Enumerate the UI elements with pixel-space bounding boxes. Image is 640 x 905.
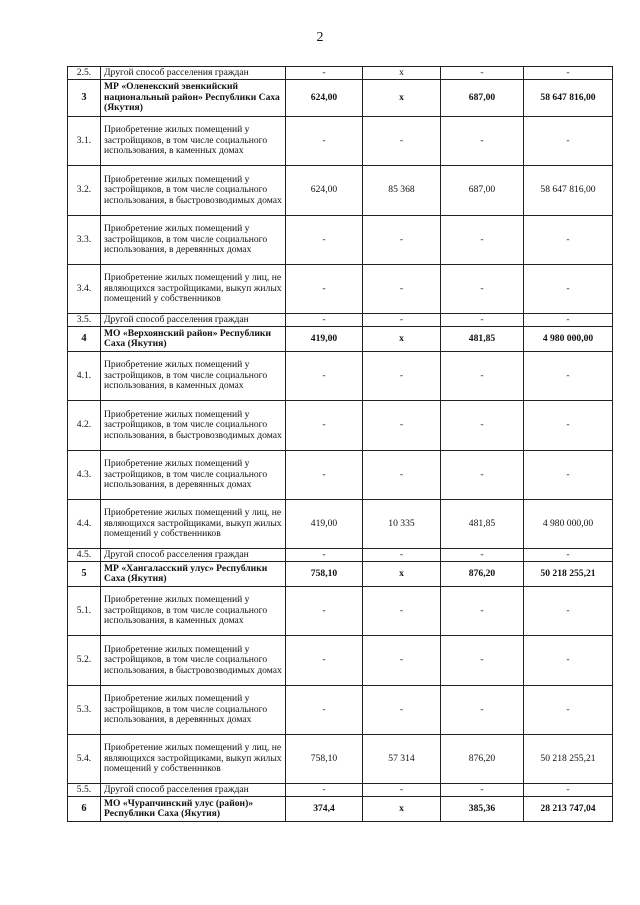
row-description: Другой способ расселения граждан (101, 314, 286, 327)
row-value-4: 50 218 255,21 (524, 735, 613, 784)
table-row (68, 784, 613, 797)
table-section-row (68, 327, 613, 352)
row-value-1: - (286, 549, 363, 562)
row-value-2: - (363, 784, 441, 797)
row-value-4: 4 980 000,00 (524, 500, 613, 549)
row-value-2: - (363, 549, 441, 562)
table-row (68, 636, 613, 686)
row-value-1: - (286, 451, 363, 500)
row-value-2: 10 335 (363, 500, 441, 549)
row-description: Приобретение жилых помещений у застройщиков, в том числе социального использования, в каменных домах (101, 587, 286, 636)
row-value-4: - (524, 67, 613, 80)
row-value-4: - (524, 117, 613, 166)
row-number: 5.3. (68, 686, 101, 735)
row-number: 5.4. (68, 735, 101, 784)
table-row (68, 451, 613, 500)
row-value-2: - (363, 117, 441, 166)
row-value-3: - (441, 265, 524, 314)
row-value-4: - (524, 451, 613, 500)
row-value-3: - (441, 216, 524, 265)
row-description: МО «Верхоянский район» Республики Саха (Якутия) (101, 327, 286, 352)
row-value-2: - (363, 352, 441, 401)
resettlement-table (67, 66, 613, 822)
row-value-3: - (441, 314, 524, 327)
row-value-3: 876,20 (441, 562, 524, 587)
row-value-2: 85 368 (363, 166, 441, 216)
row-value-1: 624,00 (286, 166, 363, 216)
row-value-4: 58 647 816,00 (524, 80, 613, 117)
row-value-1: - (286, 117, 363, 166)
row-value-2: 57 314 (363, 735, 441, 784)
row-value-4: 50 218 255,21 (524, 562, 613, 587)
row-value-3: - (441, 636, 524, 686)
row-value-1: 419,00 (286, 327, 363, 352)
row-value-1: 419,00 (286, 500, 363, 549)
row-number: 5.5. (68, 784, 101, 797)
row-value-4: - (524, 587, 613, 636)
row-value-4: - (524, 784, 613, 797)
row-number: 3.3. (68, 216, 101, 265)
row-value-4: - (524, 401, 613, 451)
row-value-4: - (524, 352, 613, 401)
row-value-2: - (363, 636, 441, 686)
row-value-4: - (524, 636, 613, 686)
table-row (68, 67, 613, 80)
row-description: Другой способ расселения граждан (101, 549, 286, 562)
row-number: 3.4. (68, 265, 101, 314)
row-value-4: - (524, 686, 613, 735)
row-value-3: - (441, 67, 524, 80)
row-value-2: - (363, 314, 441, 327)
row-value-3: - (441, 549, 524, 562)
row-description: Другой способ расселения граждан (101, 784, 286, 797)
row-value-3: 385,36 (441, 797, 524, 822)
row-value-4: 4 980 000,00 (524, 327, 613, 352)
row-description: Приобретение жилых помещений у застройщиков, в том числе социального использования, в быстровозводимых домах (101, 166, 286, 216)
row-value-2: - (363, 265, 441, 314)
table-row (68, 735, 613, 784)
table-body (68, 67, 613, 822)
row-value-1: 624,00 (286, 80, 363, 117)
row-value-1: - (286, 216, 363, 265)
row-value-2: х (363, 562, 441, 587)
row-value-3: 481,85 (441, 500, 524, 549)
row-value-1: - (286, 265, 363, 314)
row-value-1: - (286, 587, 363, 636)
row-description: Приобретение жилых помещений у лиц, не являющихся застройщиками, выкуп жилых помещений у собственников (101, 735, 286, 784)
row-value-1: 758,10 (286, 735, 363, 784)
row-description: Приобретение жилых помещений у лиц, не являющихся застройщиками, выкуп жилых помещений у собственников (101, 500, 286, 549)
row-value-4: 28 213 747,04 (524, 797, 613, 822)
table-row (68, 314, 613, 327)
table-row (68, 549, 613, 562)
row-number: 4.5. (68, 549, 101, 562)
row-value-2: - (363, 216, 441, 265)
row-number: 5.1. (68, 587, 101, 636)
row-value-1: 758,10 (286, 562, 363, 587)
row-value-1: - (286, 784, 363, 797)
row-description: Приобретение жилых помещений у лиц, не являющихся застройщиками, выкуп жилых помещений у собственников (101, 265, 286, 314)
table-row (68, 587, 613, 636)
row-description: Приобретение жилых помещений у застройщиков, в том числе социального использования, в быстровозводимых домах (101, 636, 286, 686)
row-value-2: х (363, 327, 441, 352)
table-section-row (68, 562, 613, 587)
row-value-4: - (524, 549, 613, 562)
row-number: 4 (68, 327, 101, 352)
row-value-2: - (363, 451, 441, 500)
row-description: Приобретение жилых помещений у застройщиков, в том числе социального использования, в быстровозводимых домах (101, 401, 286, 451)
row-number: 4.4. (68, 500, 101, 549)
row-number: 6 (68, 797, 101, 822)
row-description: Приобретение жилых помещений у застройщиков, в том числе социального использования, в деревянных домах (101, 451, 286, 500)
row-value-4: - (524, 265, 613, 314)
row-value-1: - (286, 314, 363, 327)
row-value-3: - (441, 401, 524, 451)
row-value-2: х (363, 80, 441, 117)
row-value-3: 687,00 (441, 166, 524, 216)
row-value-4: - (524, 216, 613, 265)
page-number: 2 (316, 30, 324, 45)
row-description: МО «Чурапчинский улус (район)» Республики Саха (Якутия) (101, 797, 286, 822)
row-value-2: х (363, 67, 441, 80)
row-value-3: 481,85 (441, 327, 524, 352)
row-description: Приобретение жилых помещений у застройщиков, в том числе социального использования, в деревянных домах (101, 686, 286, 735)
row-number: 4.3. (68, 451, 101, 500)
row-number: 4.1. (68, 352, 101, 401)
row-value-4: 58 647 816,00 (524, 166, 613, 216)
table-row (68, 686, 613, 735)
row-value-3: - (441, 451, 524, 500)
table-row (68, 265, 613, 314)
table-row (68, 216, 613, 265)
table-row (68, 166, 613, 216)
row-description: Приобретение жилых помещений у застройщиков, в том числе социального использования, в деревянных домах (101, 216, 286, 265)
row-value-2: - (363, 587, 441, 636)
row-number: 5.2. (68, 636, 101, 686)
row-description: Другой способ расселения граждан (101, 67, 286, 80)
table-section-row (68, 797, 613, 822)
row-value-2: - (363, 686, 441, 735)
row-value-3: - (441, 117, 524, 166)
row-value-4: - (524, 314, 613, 327)
row-number: 3.2. (68, 166, 101, 216)
row-number: 3 (68, 80, 101, 117)
row-value-3: 687,00 (441, 80, 524, 117)
row-value-1: - (286, 686, 363, 735)
row-value-1: - (286, 636, 363, 686)
row-value-2: - (363, 401, 441, 451)
row-value-1: - (286, 401, 363, 451)
table-row (68, 401, 613, 451)
row-number: 3.5. (68, 314, 101, 327)
row-description: МР «Хангаласский улус» Республики Саха (Якутия) (101, 562, 286, 587)
table-section-row (68, 80, 613, 117)
row-value-1: - (286, 352, 363, 401)
row-value-3: 876,20 (441, 735, 524, 784)
row-number: 3.1. (68, 117, 101, 166)
row-number: 4.2. (68, 401, 101, 451)
row-number: 2.5. (68, 67, 101, 80)
row-value-1: 374,4 (286, 797, 363, 822)
row-value-2: х (363, 797, 441, 822)
row-value-3: - (441, 784, 524, 797)
row-value-3: - (441, 352, 524, 401)
row-value-3: - (441, 587, 524, 636)
row-description: Приобретение жилых помещений у застройщиков, в том числе социального использования, в каменных домах (101, 352, 286, 401)
row-value-3: - (441, 686, 524, 735)
table-row (68, 352, 613, 401)
row-value-1: - (286, 67, 363, 80)
table-row (68, 500, 613, 549)
row-description: Приобретение жилых помещений у застройщиков, в том числе социального использования, в каменных домах (101, 117, 286, 166)
row-number: 5 (68, 562, 101, 587)
table-row (68, 117, 613, 166)
row-description: МР «Оленекский эвенкийский национальный район» Республики Саха (Якутия) (101, 80, 286, 117)
